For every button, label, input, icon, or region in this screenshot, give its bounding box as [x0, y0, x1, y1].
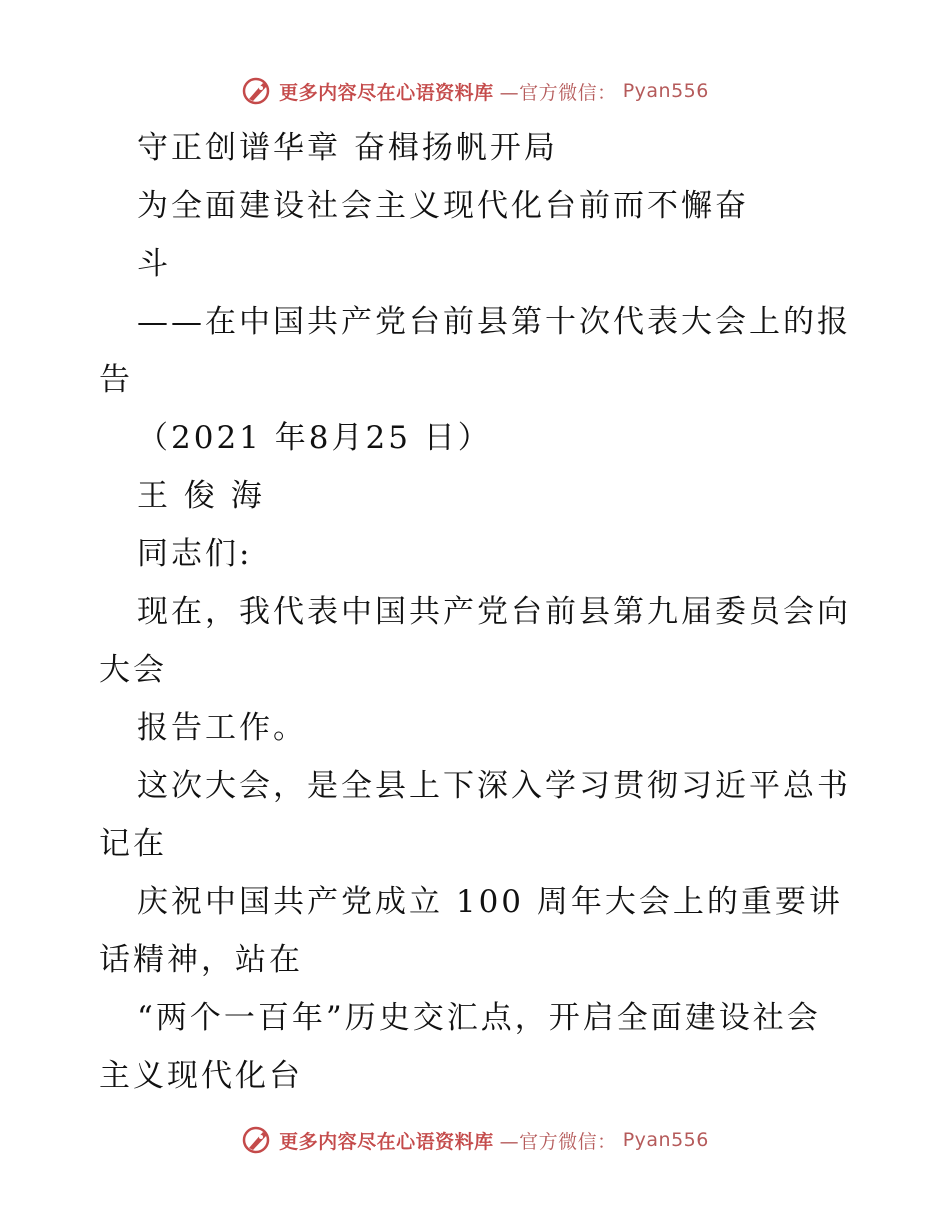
subtitle-line-2: 告 — [99, 362, 133, 398]
watermark-prefix: 更多内容尽在心语资料库 — [279, 81, 494, 104]
paragraph-2-line-3: 庆祝中国共产党成立 100 周年大会上的重要讲 — [137, 884, 843, 920]
watermark-prefix: 更多内容尽在心语资料库 — [279, 1130, 494, 1153]
pen-nib-circle-icon — [241, 1124, 273, 1156]
watermark-separator: —官方微信： — [499, 81, 617, 104]
title-line-3: 斗 — [137, 246, 171, 282]
paragraph-2-line-2: 记在 — [99, 826, 167, 862]
watermark-banner-bottom — [0, 1120, 950, 1160]
author-line: 王 俊 海 — [137, 478, 265, 514]
date-line: （2021 年8月25 日） — [137, 420, 492, 456]
watermark-account: Pyan556 — [622, 1129, 709, 1151]
title-line-2: 为全面建设社会主义现代化台前而不懈奋 — [137, 188, 749, 224]
paragraph-1-line-3: 报告工作。 — [137, 710, 307, 746]
paragraph-1-line-2: 大会 — [99, 652, 167, 688]
salutation-line: 同志们: — [137, 536, 253, 572]
paragraph-2-line-1: 这次大会，是全县上下深入学习贯彻习近平总书 — [137, 768, 851, 804]
paragraph-2-line-5: “两个一百年”历史交汇点，开启全面建设社会 — [137, 1000, 821, 1036]
paragraph-2-line-6: 主义现代化台 — [99, 1058, 303, 1094]
watermark-separator: —官方微信： — [499, 1130, 617, 1153]
paragraph-1-line-1: 现在，我代表中国共产党台前县第九届委员会向 — [137, 594, 851, 630]
subtitle-line-1: ——在中国共产党台前县第十次代表大会上的报 — [137, 304, 851, 340]
title-line-1: 守正创谱华章 奋楫扬帆开局 — [137, 130, 558, 166]
watermark-account: Pyan556 — [622, 80, 709, 102]
paragraph-2-line-4: 话精神，站在 — [99, 942, 303, 978]
